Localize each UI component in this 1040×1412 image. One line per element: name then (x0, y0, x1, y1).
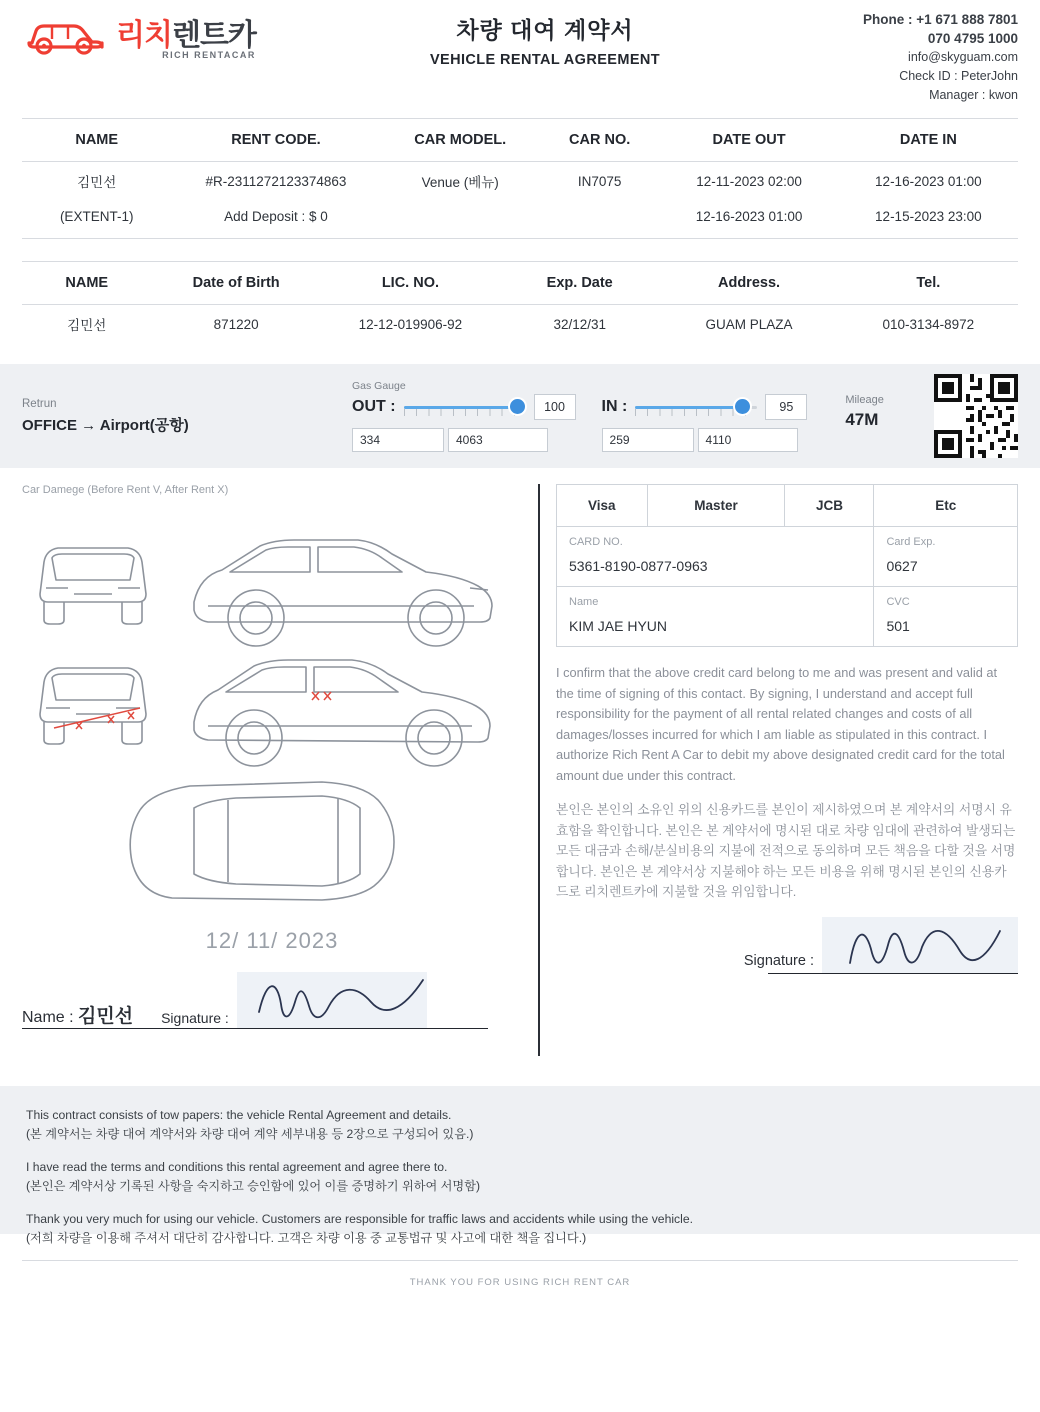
body-split (0, 468, 1040, 1068)
car-damage-diagram[interactable] (22, 502, 512, 922)
customer-signature-row (22, 972, 522, 1028)
cell-blank-1 (381, 200, 540, 238)
brand-logo (22, 8, 322, 60)
name-value-text: 김민선 (78, 1006, 134, 1027)
col-rent-code: RENT CODE. (171, 119, 380, 162)
gauge-section (352, 380, 884, 452)
card-type-etc[interactable]: Etc (874, 485, 1018, 527)
cell-date-out: 12-11-2023 02:00 (696, 173, 802, 189)
return-location-block (22, 398, 352, 435)
mileage-label: Mileage (845, 394, 884, 406)
col-address: Address. (659, 262, 838, 305)
signature-pad-right[interactable] (822, 917, 1018, 973)
card-terms (556, 663, 1018, 903)
cvc-label: CVC (886, 596, 910, 608)
car-logo-icon (22, 13, 108, 57)
logo-subtext: RICH RENTACAR (162, 50, 256, 60)
title-korean: 차량 대여 계약서 (456, 17, 634, 43)
qr-code-icon (934, 374, 1018, 458)
odometer-out-field-1[interactable]: 334 (352, 428, 444, 452)
cell-exp-date: 32/12/31 (553, 316, 606, 332)
col-tel: Tel. (839, 262, 1018, 305)
col-car-no: CAR NO. (540, 119, 660, 162)
cvc-value: 501 (886, 618, 910, 634)
cell-add-deposit: Add Deposit : $ 0 (224, 209, 328, 224)
card-signature-row (556, 917, 1018, 973)
terms-english: I confirm that the above credit card belong to me and was present and valid at the time of signing of this contact. By signing, I understand and accept full responsibility for the payment of all rental related changes and costs of all damages/losses incurred for which I am liable as stipulated in this contract. I authorize Rich Rent A Car to debit my above designated credit card for the total amount due under this contract. (556, 665, 1005, 783)
company-contact-block (768, 8, 1018, 105)
cell-name: 김민선 (77, 175, 117, 190)
card-number-row (557, 527, 1018, 587)
cell-date-in: 12-16-2023 01:00 (875, 173, 982, 189)
table-header-row (22, 119, 1018, 162)
table-row (22, 200, 1018, 238)
cell-extent: (EXTENT-1) (59, 209, 134, 224)
footer-block-2 (26, 1158, 1014, 1196)
thank-you-note: THANK YOU FOR USING RICH RENT CAR (22, 1260, 1018, 1288)
card-type-master[interactable]: Master (647, 485, 785, 527)
cell-dob: 871220 (213, 316, 259, 332)
odometer-in-field-1[interactable]: 259 (602, 428, 694, 452)
footer-line-3: I have read the terms and conditions this rental agreement and agree there to. (26, 1160, 448, 1174)
footer-block-1 (26, 1106, 1014, 1144)
cell-lic-no: 12-12-019906-92 (358, 316, 463, 332)
footer-terms (0, 1086, 1040, 1245)
driver-table (22, 261, 1018, 348)
footer-block-3 (26, 1210, 1014, 1248)
gas-gauge-bar (0, 364, 1040, 468)
contact-phone: Phone : +1 671 888 7801 (863, 12, 1018, 27)
terms-korean: 본인은 본인의 소유인 위의 신용카드를 본인이 제시하였으며 본 계약서의 서명시 유효함을 확인합니다. 본인은 본 계약서에 명시된 대로 차량 임대에 관련하여 발생되는 모든 대금과 손해/분실비용의 지불에 전적으로 동의하며 모든 책음을 다할 것을 서명합니다. 본인은 본 계약서상 지불해야 하는 모든 비용을 위해 명시된 본인의 신용카드로 리치렌트카에 지불할 것을 위임합니다. (556, 802, 1016, 899)
vertical-divider (538, 484, 540, 1056)
col-name: NAME (22, 119, 171, 162)
signature-pad-left[interactable] (237, 972, 427, 1028)
title-english: VEHICLE RENTAL AGREEMENT (429, 52, 661, 68)
credit-card-panel (556, 484, 1018, 1068)
contact-manager: Manager : kwon (929, 88, 1018, 102)
credit-card-table (556, 484, 1018, 647)
footer-line-2: (본 계약서는 차량 대여 계약서와 차량 대여 계약 세부내용 등 2장으로 구성되어 있음.) (26, 1127, 474, 1141)
card-name-label: Name (569, 596, 599, 608)
gauge-out-label: OUT : (352, 398, 396, 415)
table-header-row (22, 262, 1018, 305)
col-date-out: DATE OUT (659, 119, 838, 162)
col-car-model: CAR MODEL. (381, 119, 540, 162)
card-type-jcb[interactable]: JCB (785, 485, 874, 527)
signature-label-left: Signature : (161, 1010, 229, 1026)
damage-note: Car Damege (Before Rent V, After Rent X) (22, 484, 229, 496)
cell-extent-date-in: 12-15-2023 23:00 (875, 209, 982, 224)
signature-label-right: Signature : (743, 952, 814, 969)
damage-date: 12/ 11/ 2023 (205, 928, 339, 953)
card-exp-label: Card Exp. (886, 536, 936, 548)
rental-details-section (0, 118, 1040, 348)
gauge-in-label: IN : (601, 398, 628, 415)
cell-driver-name: 김민선 (67, 318, 107, 333)
card-no-label: CARD NO. (569, 536, 623, 548)
contact-phone-2: 070 4795 1000 (927, 31, 1018, 46)
card-name-value: KIM JAE HYUN (569, 618, 668, 634)
odometer-out-field-2[interactable]: 4063 (448, 428, 548, 452)
cell-tel: 010-3134-8972 (882, 316, 975, 332)
card-name-row (557, 587, 1018, 647)
cell-blank-2 (540, 200, 660, 238)
col-dob: Date of Birth (151, 262, 320, 305)
damage-panel (22, 484, 522, 1068)
card-type-visa[interactable]: Visa (557, 485, 648, 527)
card-exp-cell[interactable] (874, 527, 1018, 587)
gas-in-value[interactable]: 95 (765, 394, 807, 420)
rental-table (22, 118, 1018, 238)
gas-out-value[interactable]: 100 (534, 394, 576, 420)
return-label: Retrun (22, 397, 57, 410)
card-no-value: 5361-8190-0877-0963 (569, 558, 708, 574)
table-row (22, 162, 1018, 201)
footer-line-6: (저희 차량을 이용해 주셔서 대단히 감사합니다. 고객은 차량 이용 중 교통법규 및 사고에 대한 책을 집니다.) (26, 1231, 587, 1245)
document-title (322, 8, 768, 68)
card-number-cell[interactable] (557, 527, 874, 587)
contact-email: info@skyguam.com (908, 50, 1018, 64)
card-cvc-cell[interactable] (874, 587, 1018, 647)
cell-extent-date-out: 12-16-2023 01:00 (695, 209, 803, 224)
col-lic-no: LIC. NO. (321, 262, 500, 305)
cell-car-model: Venue (베뉴) (421, 175, 499, 190)
gas-in-slider[interactable] (635, 396, 757, 418)
name-label-text: Name : (22, 1009, 74, 1026)
footer-line-4: (본인은 계약서상 기록된 사항을 숙지하고 승인함에 있어 이를 증명하기 위하여 서명함) (26, 1179, 481, 1193)
customer-name-label (22, 1001, 133, 1028)
col-exp-date: Exp. Date (500, 262, 659, 305)
cell-address: GUAM PLAZA (705, 316, 793, 332)
col-date-in: DATE IN (839, 119, 1018, 162)
card-name-cell[interactable] (557, 587, 874, 647)
gas-out-slider[interactable] (404, 396, 526, 418)
signature-underline-left (22, 1028, 488, 1029)
return-value: OFFICE → Airport(공항) (22, 416, 189, 434)
document-header (0, 0, 1040, 118)
cell-rent-code: #R-2311272123374863 (205, 173, 347, 189)
contact-check-id: Check ID : PeterJohn (899, 69, 1018, 83)
card-exp-value: 0627 (886, 558, 918, 574)
footer-line-1: This contract consists of tow papers: the vehicle Rental Agreement and details. (26, 1108, 452, 1122)
odometer-in-field-2[interactable]: 4110 (698, 428, 798, 452)
mileage-value: 47M (845, 410, 879, 429)
gas-gauge-label: Gas Gauge (352, 380, 406, 392)
footer-line-5: Thank you very much for using our vehicle. Customers are responsible for traffic laws and accidents while using the vehicle. (26, 1212, 694, 1226)
logo-text: 리치렌트카 (116, 19, 256, 52)
cell-car-no: IN7075 (577, 173, 622, 189)
table-row (22, 305, 1018, 349)
card-type-row (557, 485, 1018, 527)
mileage-block (845, 394, 884, 430)
col-driver-name: NAME (22, 262, 151, 305)
